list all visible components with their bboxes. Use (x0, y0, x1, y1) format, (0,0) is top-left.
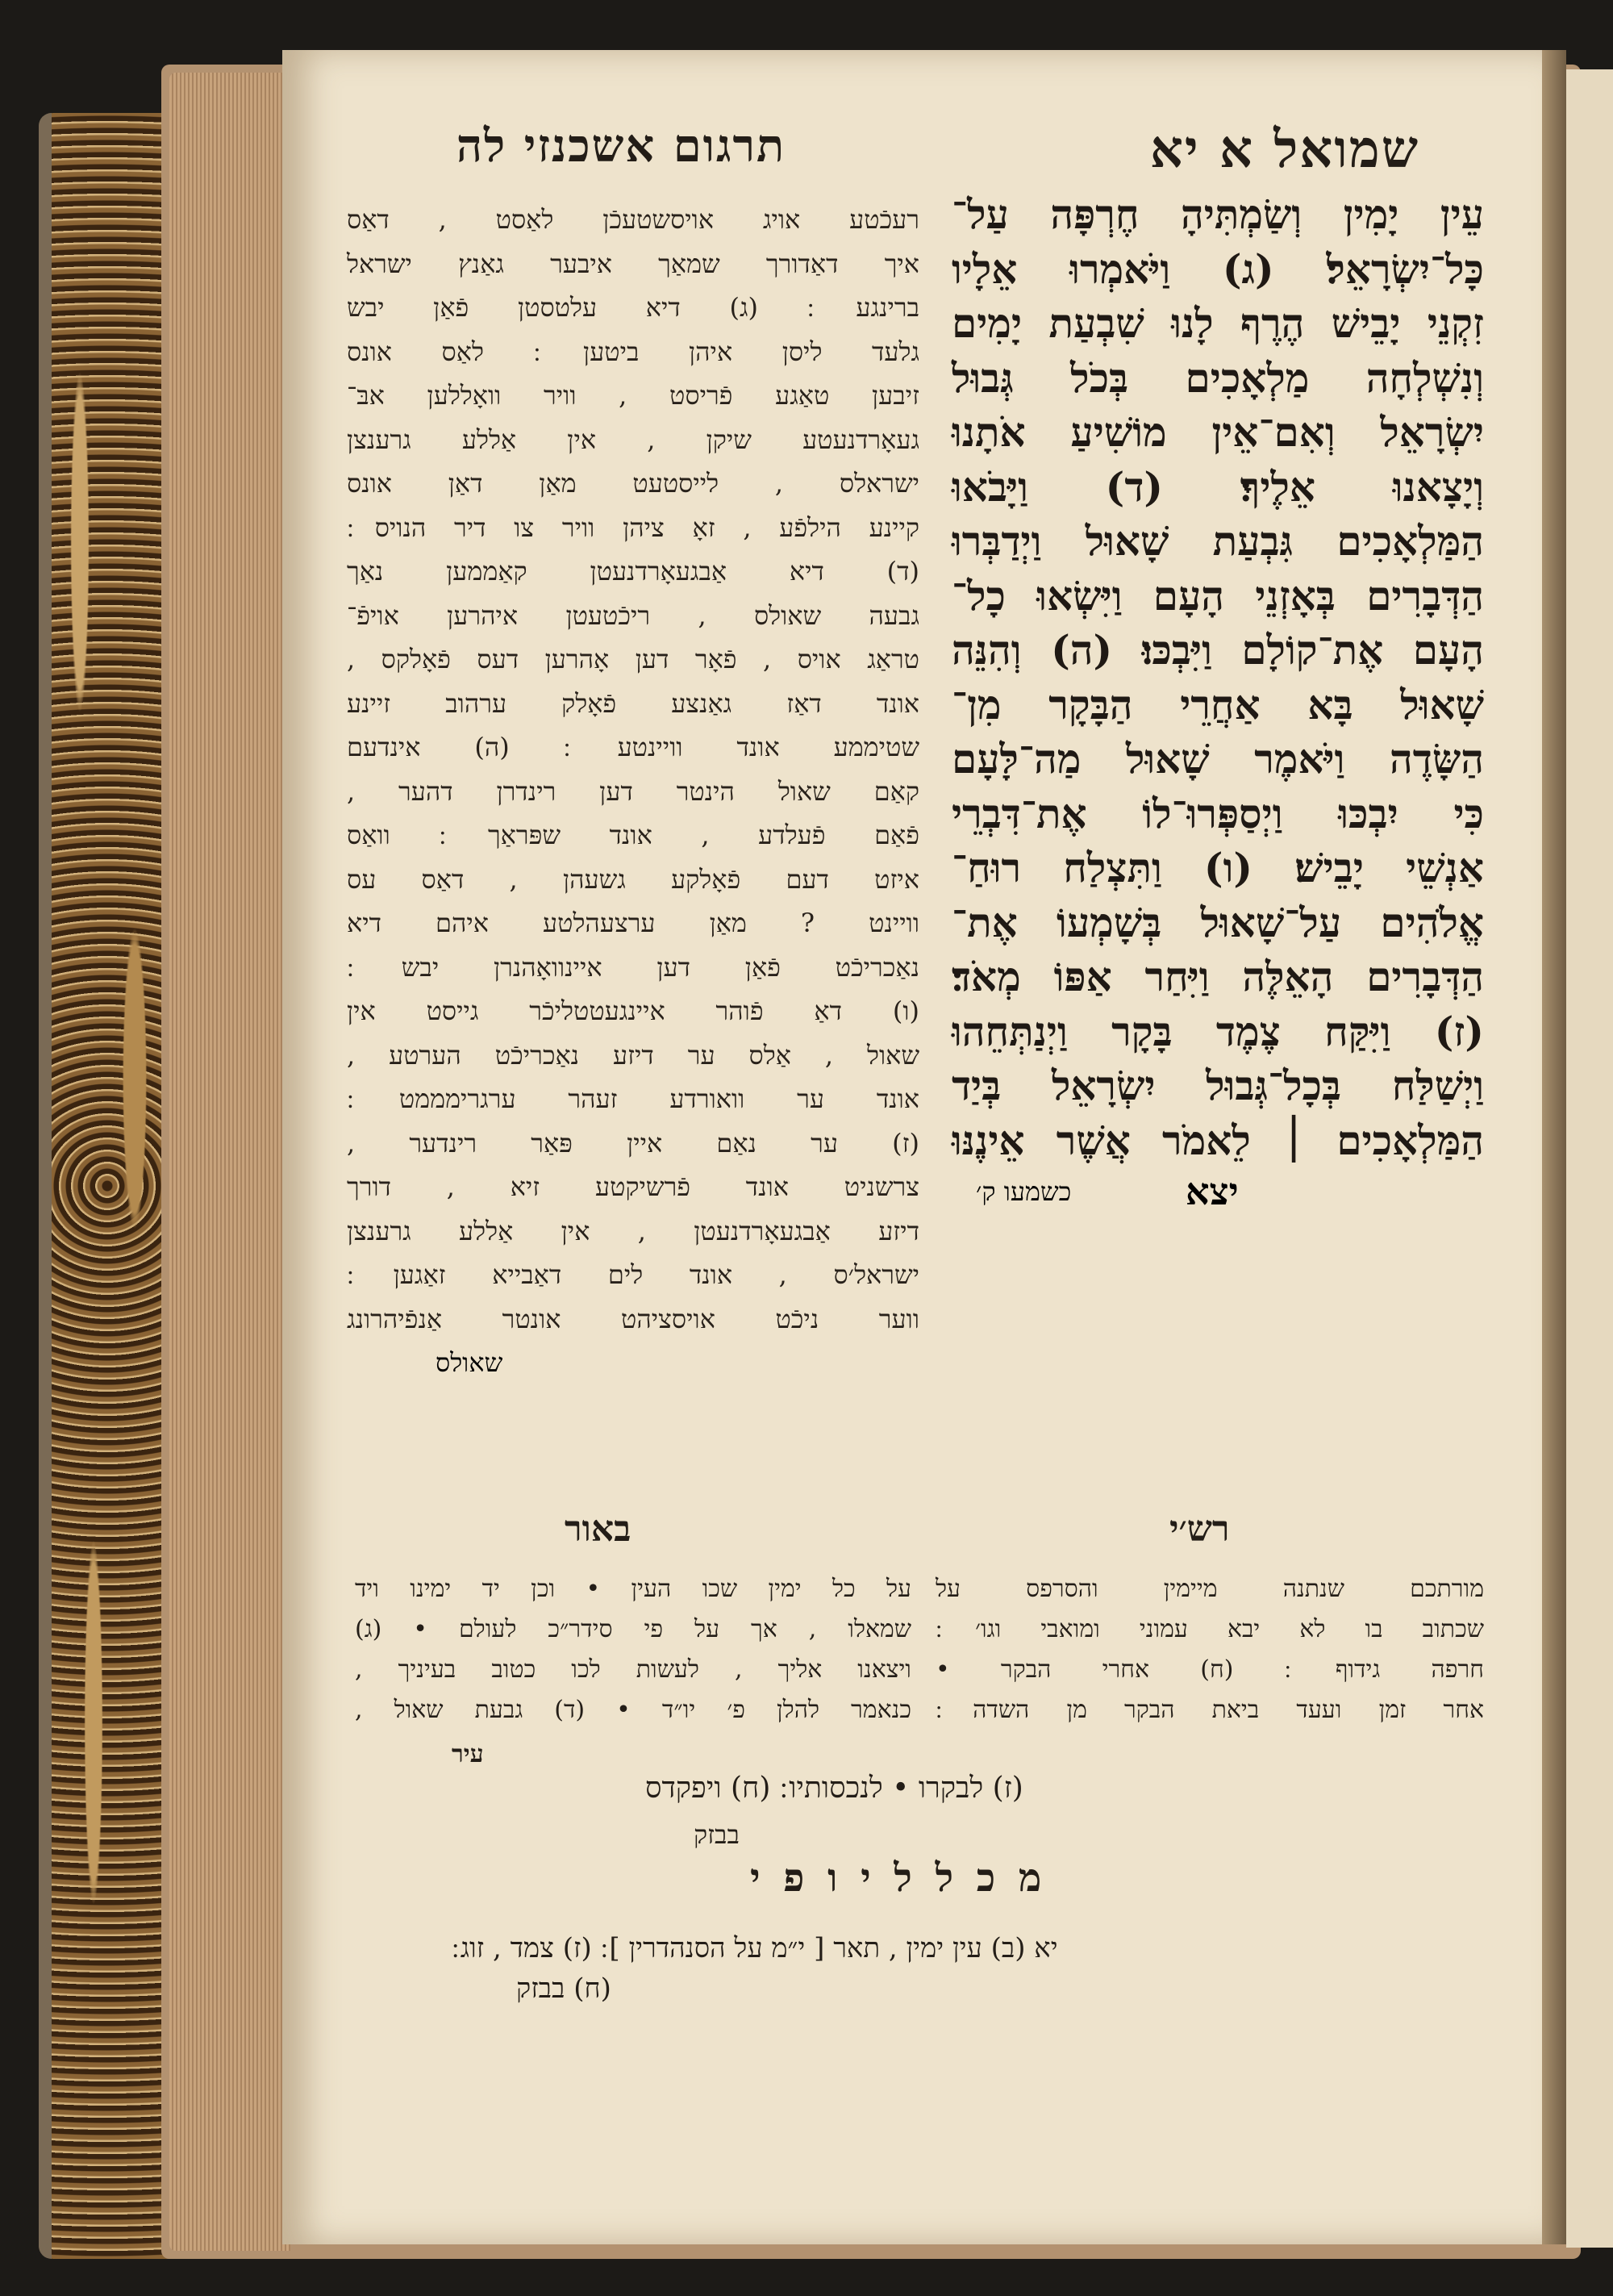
hebrew-text-line: שָׁאוּל בָּא אַחֲרֵי הַבָּקָר מִן־ (952, 680, 1484, 728)
translation-line: זיבען טאַגע פֿריסט , וויר וואָללען אבּ־ (347, 380, 919, 411)
biur-line: שמאלו , אך על פי סידר״כ לעולם • (ג) (355, 1615, 911, 1643)
hebrew-text-line: הַדְּבָרִים הָאֵלֶּה וַיִּחַר אַפּוֹ מְאֹד׃ (952, 953, 1484, 1000)
rashi-line: חרפה גידוף ׃ (ח) אחרי הבקר • (936, 1655, 1484, 1684)
hebrew-text-line: עֵין יָמִין וְשַׂמְתִּיהָ חֶרְפָּה עַל־ (952, 190, 1484, 238)
translation-line: ברינגע ׃ (ג) דיא עלטסטן פֿאַן יבש (347, 292, 919, 323)
rashi-line: מורתכם שנתנה מיימין והסרפס על (936, 1575, 1484, 1603)
biur-heading: באור (565, 1509, 631, 1550)
hebrew-text-line: כָּל־יִשְׂרָאֵל׃ (ג) וַיֹּאמְרוּ אֵלָיו (952, 244, 1484, 293)
translation-line: דיזע אַבגעאָרדנעטן , אין אַללע גרענצן (347, 1215, 919, 1246)
facing-page-edge (1566, 69, 1613, 2248)
cover-edge (39, 113, 52, 2259)
translation-line: שאול , אַלס ער דיזע נאַכריכֿט הערטע , (347, 1039, 919, 1071)
hebrew-text-line: (ז) וַיִּקַּח צֶמֶד בָּקָר וַיְנַתְּחֵהוּ (952, 1007, 1484, 1055)
translation-line: וויינט ? מאַן ערצעהלטע איהם דיא (347, 908, 919, 938)
translation-line: פֿאַם פֿעלדע , אונד שפּראַך ׃ וואַס (347, 820, 919, 850)
hebrew-text-line: אֱלֹהִים עַל־שָׁאוּל בְּשָׁמְעוֹ אֶת־ (952, 898, 1484, 946)
rashi-continuation: (ז) לבקרו • לנכסותיו ׃ (ח) ויפקדס (645, 1772, 1023, 1805)
hebrew-text-line: הָעָם אֶת־קוֹלָם וַיִּבְכּוּ׃ (ה) וְהִנֵּה (952, 626, 1484, 674)
translation-line: ישראל׳ס , אונד לים דאַבייא זאַגען ׃ (347, 1259, 919, 1290)
page-edges (169, 73, 290, 2251)
translation-line: שטיממע אונד וויינטע ׃ (ה) אינדעם (347, 732, 919, 762)
hebrew-text-line: יִשְׂרָאֵל וְאִם־אֵין מוֹשִׁיעַ אֹתָנוּ (952, 408, 1484, 456)
translation-line: אונד ער וואורדע זעהר ערגרימממט ׃ (347, 1083, 919, 1114)
running-head-translation: תרגום אשכנזי לה (456, 119, 786, 173)
biur-line: ויצאנו אליך , לעשות לכו כטוב בעיניך , (355, 1655, 911, 1684)
hebrew-text-line: וַיְשַׁלַּח בְּכָל־גְּבוּל יִשְׂרָאֵל בְּיַד (952, 1062, 1484, 1109)
hebrew-text-line: הַדְּבָרִים בְּאָזְנֵי הָעָם וַיִּשְׂאוּ כָל־ (952, 571, 1484, 620)
translation-line: איך דאַדורך שמאַך איבער גאַנץ ישראל (347, 248, 919, 279)
hebrew-text-line: וְנִשְׁלְחָה מַלְאָכִים בְּכֹל גְּבוּל (952, 353, 1484, 402)
translation-line: (ד) דיא אַבגעאָרדנעטן קאַממען נאַך (347, 556, 919, 587)
hebrew-text-line: כִּי יִבְכּוּ וַיְסַפְּרוּ־לוֹ אֶת־דִּבְרֵי (952, 789, 1484, 837)
translation-line: ישראלס , לייסטעט מאַן דאַן אונס (347, 468, 919, 499)
rashi-heading: רש׳י (1169, 1509, 1230, 1550)
translation-line: גבעה שאולס , ריכֿטעטן איהרען אויפֿ־ (347, 599, 919, 631)
hebrew-catchword: יצא (1186, 1170, 1239, 1213)
translation-line: צרשניט אונד פֿרשיקטע זיא , דורך (347, 1171, 919, 1202)
translation-line: קאַם שאול הינטר דען רינדרן דהער , (347, 775, 919, 807)
biur-line: כנאמר להלן פ׳ יו״ד • (ד) גבעת שאול , (355, 1696, 911, 1724)
hebrew-text-column (952, 187, 1484, 1216)
hebrew-text-line: הַשָּׂדֶה וַיֹּאמֶר שָׁאוּל מַה־לָּעָם (952, 735, 1484, 783)
biur-line: על כל ימין שכו העין • וכן יד ימינו ויד (355, 1575, 911, 1603)
book-gutter (1542, 50, 1566, 2244)
hebrew-text-line: הַמַּלְאָכִים גִּבְעַת שָׁאוּל וַיְדַבְּרוּ (952, 517, 1484, 565)
running-head-book: שמואל א יא (1149, 119, 1419, 180)
rashi-line: אחר זמן ועעד ביאת הבקר מן השדה ׃ (936, 1696, 1484, 1724)
book-cover (39, 113, 176, 2259)
translation-line: איזט דעם פֿאָלקע גשעהן , דאַס עס (347, 863, 919, 895)
translation-column (347, 198, 919, 1384)
hebrew-text-line: הַמַּלְאָכִים ׀ לֵאמֹר אֲשֶׁר אֵינֶנּוּ (952, 1116, 1484, 1164)
rashi-catchword: בבזק (694, 1819, 740, 1850)
translation-line: אונד דאַז גאַנצע פֿאָלק ערהוב זיינע (347, 687, 919, 719)
translation-line: קיינע הילפֿע , זאָ ציהן וויר צו דיר הנויס ׃ (347, 511, 919, 543)
qere-note: כשמעו ק׳ (976, 1176, 1072, 1207)
translation-line: (ז) ער נאַם איין פּאַר רינדער , (347, 1127, 919, 1158)
rashi-commentary (936, 1569, 1484, 1730)
hebrew-text-line: אַנְשֵׁי יָבֵישׁ׃ (ו) וַתִּצְלַח רוּחַ־ (952, 844, 1484, 891)
translation-catchword: שאולס (436, 1347, 503, 1378)
rashi-line: שכתוב בו לא יבא עמוני ומואבי וגו׳ ׃ (936, 1615, 1484, 1643)
michlal-yofi-heading: מ כ ל ל י ו פ י (750, 1856, 1047, 1901)
hebrew-text-footer (952, 1167, 1484, 1216)
translation-line: געאָרדנעטע שיקן , אין אַללע גרענצן (347, 424, 919, 455)
translation-line: גלעד ליסן איהן ביטען ׃ לאַס אונס (347, 336, 919, 367)
translation-line: (ו) דאַ פֿוהר איינגעטטליכֿר גייסט אין (347, 996, 919, 1026)
biur-commentary (355, 1569, 911, 1730)
biur-catchword: עיר (452, 1740, 484, 1768)
translation-line: רעכֿטע אויג אויסשטעכֿן לאַסט , דאַס (347, 204, 919, 235)
translation-line: ווער ניכֿט אויסציהט אונטר אַנפֿיהרונג (347, 1303, 919, 1334)
michlal-yofi-note-continuation: (ח) בבזק (516, 1972, 611, 2005)
hebrew-text-line: וְיָצָאנוּ אֵלֶיךָ׃ (ד) וַיָּבֹאוּ (952, 462, 1484, 511)
michlal-yofi-note: יא (ב) עין ימין , תאר [ י״מ על הסנהדרין ] ׃ (ז) צמד , זוג ׃ (452, 1932, 1058, 1964)
hebrew-text-line: זִקְנֵי יָבֵישׁ הֶרֶף לָנוּ שִׁבְעַת יָמִים (952, 299, 1484, 347)
translation-line: טראַג אויס , פֿאָר דען אָהרען דעס פֿאָלקס , (347, 644, 919, 674)
translation-line: נאַכריכֿט פֿאַן דען איינוואָהנרן יבש ׃ (347, 951, 919, 983)
